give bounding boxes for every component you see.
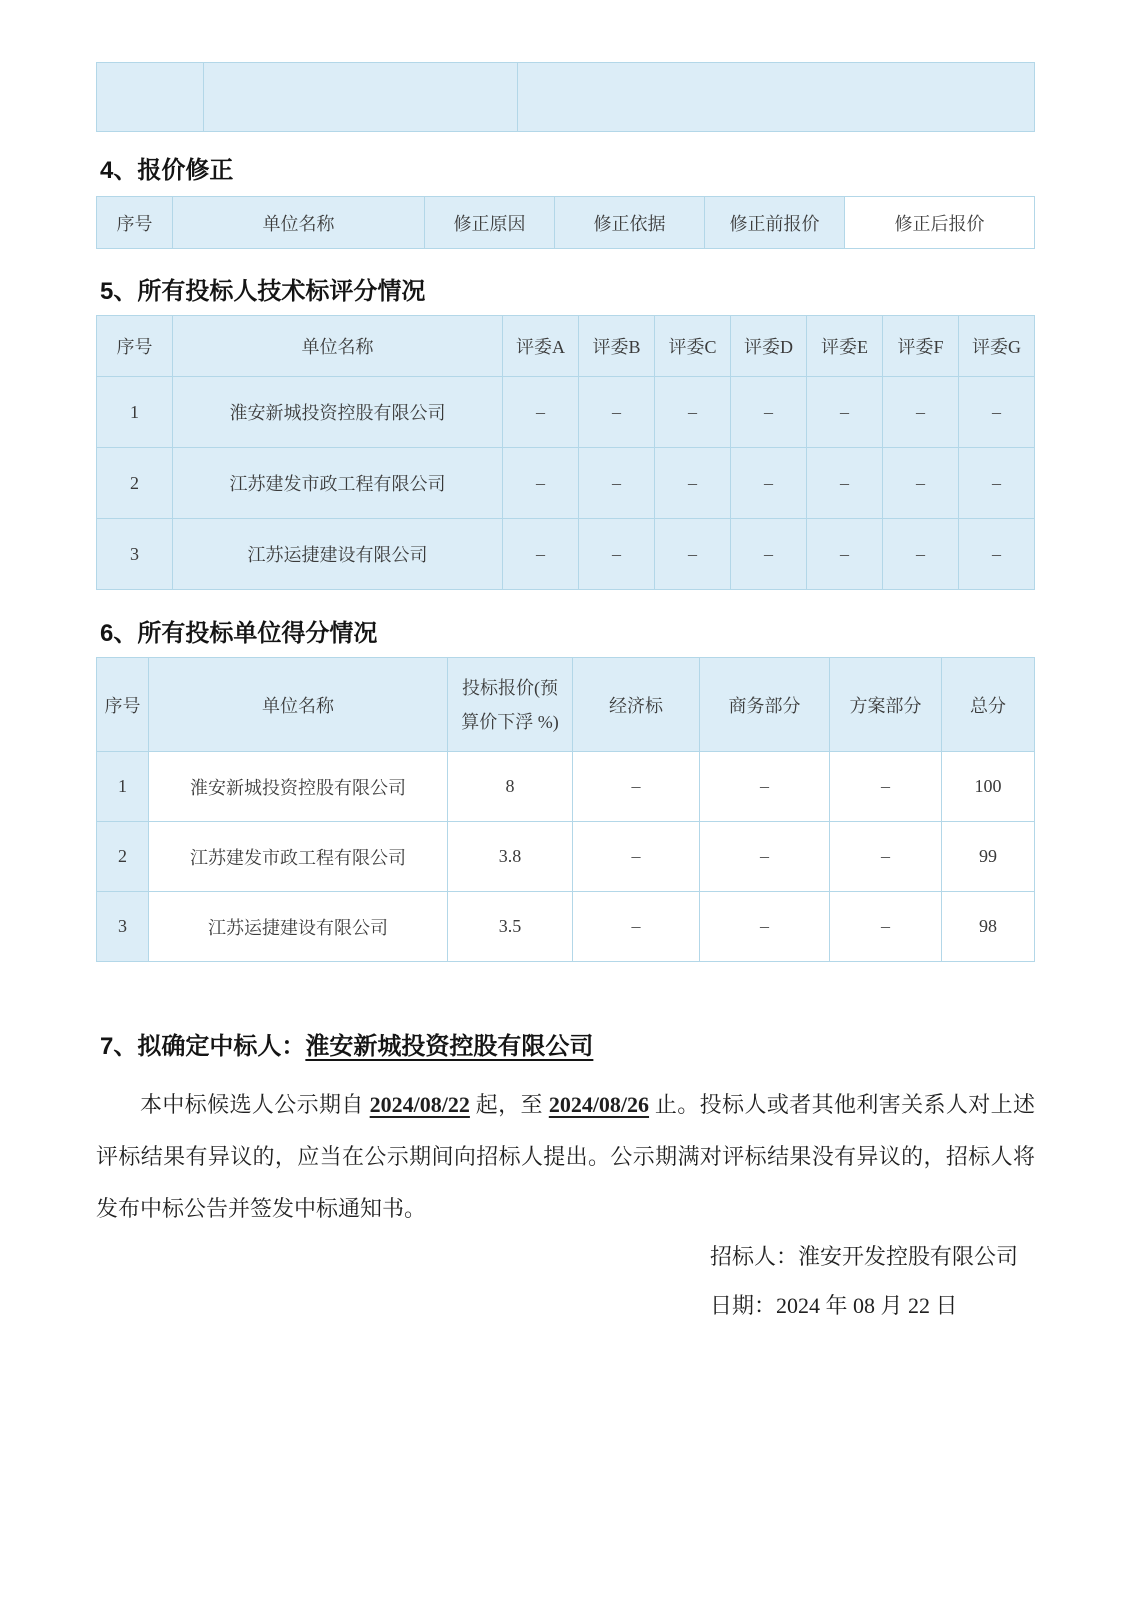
header-price-before: 修正前报价 [705, 197, 845, 249]
header-judge-a: 评委A [503, 316, 579, 377]
section4-heading: 4、报价修正 [100, 157, 234, 184]
cell-seq: 3 [97, 519, 173, 590]
table-row [97, 752, 1035, 822]
cell-score: – [503, 519, 579, 590]
table-row [97, 822, 1035, 892]
cell-score: – [655, 519, 731, 590]
cell-score: – [731, 519, 807, 590]
header-judge-f: 评委F [883, 316, 959, 377]
cell-total: 98 [942, 892, 1035, 962]
header-judge-c: 评委C [655, 316, 731, 377]
signature-block [710, 1232, 1018, 1330]
total-score-table [96, 657, 1035, 962]
cell-company: 江苏运捷建设有限公司 [149, 892, 448, 962]
header-plan: 方案部分 [830, 658, 942, 752]
cell-score: – [655, 377, 731, 448]
cell-bid: 3.8 [448, 822, 573, 892]
cell-score: – [807, 377, 883, 448]
header-judge-b: 评委B [579, 316, 655, 377]
cell-bid: 8 [448, 752, 573, 822]
cell-seq: 1 [97, 377, 173, 448]
header-basis: 修正依据 [555, 197, 705, 249]
winner-company-name: 淮安新城投资控股有限公司 [305, 1033, 594, 1060]
cell-seq: 2 [97, 448, 173, 519]
cell-score: – [959, 377, 1035, 448]
header-economic: 经济标 [573, 658, 700, 752]
empty-cell [204, 63, 518, 132]
cell-score: – [807, 448, 883, 519]
cell-bid: 3.5 [448, 892, 573, 962]
cell-score: – [883, 377, 959, 448]
paragraph-text: 止。投标人或者其他利害关系人对上述评标结果有异议的，应当在公示期间向招标人提出。公示期满对评标结果没有异议的，招标人将发布中标公告并签发中标通知书。 [96, 1092, 1035, 1221]
header-judge-g: 评委G [959, 316, 1035, 377]
publicity-paragraph [96, 1079, 1035, 1235]
table-row [97, 377, 1035, 448]
header-business: 商务部分 [700, 658, 830, 752]
header-price-after: 修正后报价 [845, 197, 1035, 249]
table-row [97, 63, 1035, 132]
table-header-row [97, 316, 1035, 377]
cell-business: – [700, 892, 830, 962]
publicity-start-date: 2024/08/22 [369, 1092, 470, 1117]
empty-cell [97, 63, 204, 132]
tenderer-line: 招标人：淮安开发控股有限公司 [710, 1244, 1019, 1269]
header-company: 单位名称 [173, 316, 503, 377]
header-bid-price: 投标报价(预算价下浮 %) [448, 658, 573, 752]
cell-score: – [883, 448, 959, 519]
cell-company: 江苏建发市政工程有限公司 [149, 822, 448, 892]
cell-score: – [503, 377, 579, 448]
cell-company: 江苏建发市政工程有限公司 [173, 448, 503, 519]
cell-total: 100 [942, 752, 1035, 822]
section6-heading: 6、所有投标单位得分情况 [100, 620, 378, 647]
header-judge-e: 评委E [807, 316, 883, 377]
cell-seq: 3 [97, 892, 149, 962]
table-row [97, 519, 1035, 590]
header-company: 单位名称 [173, 197, 425, 249]
header-total: 总分 [942, 658, 1035, 752]
header-judge-d: 评委D [731, 316, 807, 377]
table-header-row [97, 658, 1035, 752]
header-seq: 序号 [97, 316, 173, 377]
header-seq: 序号 [97, 197, 173, 249]
cell-company: 淮安新城投资控股有限公司 [149, 752, 448, 822]
cell-seq: 2 [97, 822, 149, 892]
cell-company: 淮安新城投资控股有限公司 [173, 377, 503, 448]
header-seq: 序号 [97, 658, 149, 752]
cell-total: 99 [942, 822, 1035, 892]
continued-table [96, 62, 1035, 132]
cell-company: 江苏运捷建设有限公司 [173, 519, 503, 590]
cell-score: – [579, 377, 655, 448]
price-correction-table [96, 196, 1035, 249]
cell-score: – [503, 448, 579, 519]
table-header-row [97, 197, 1035, 249]
cell-score: – [807, 519, 883, 590]
section7-heading [100, 1026, 1131, 1061]
table-row [97, 892, 1035, 962]
cell-economic: – [573, 822, 700, 892]
section5-heading: 5、所有投标人技术标评分情况 [100, 278, 426, 305]
date-line: 日期：2024 年 08 月 22 日 [710, 1293, 958, 1318]
cell-economic: – [573, 752, 700, 822]
publicity-end-date: 2024/08/26 [548, 1092, 650, 1117]
tech-score-table [96, 315, 1035, 590]
empty-cell [518, 63, 1035, 132]
cell-score: – [959, 448, 1035, 519]
header-reason: 修正原因 [425, 197, 555, 249]
table-row [97, 448, 1035, 519]
cell-seq: 1 [97, 752, 149, 822]
cell-score: – [731, 448, 807, 519]
paragraph-text: 起，至 [469, 1092, 549, 1117]
cell-score: – [959, 519, 1035, 590]
cell-score: – [731, 377, 807, 448]
cell-plan: – [830, 752, 942, 822]
cell-score: – [655, 448, 731, 519]
header-company: 单位名称 [149, 658, 448, 752]
cell-score: – [883, 519, 959, 590]
cell-score: – [579, 448, 655, 519]
cell-business: – [700, 752, 830, 822]
cell-score: – [579, 519, 655, 590]
section7-heading-prefix: 7、拟确定中标人： [100, 1033, 306, 1060]
cell-business: – [700, 822, 830, 892]
cell-plan: – [830, 892, 942, 962]
cell-plan: – [830, 822, 942, 892]
paragraph-text: 本中标候选人公示期自 [140, 1092, 370, 1117]
cell-economic: – [573, 892, 700, 962]
